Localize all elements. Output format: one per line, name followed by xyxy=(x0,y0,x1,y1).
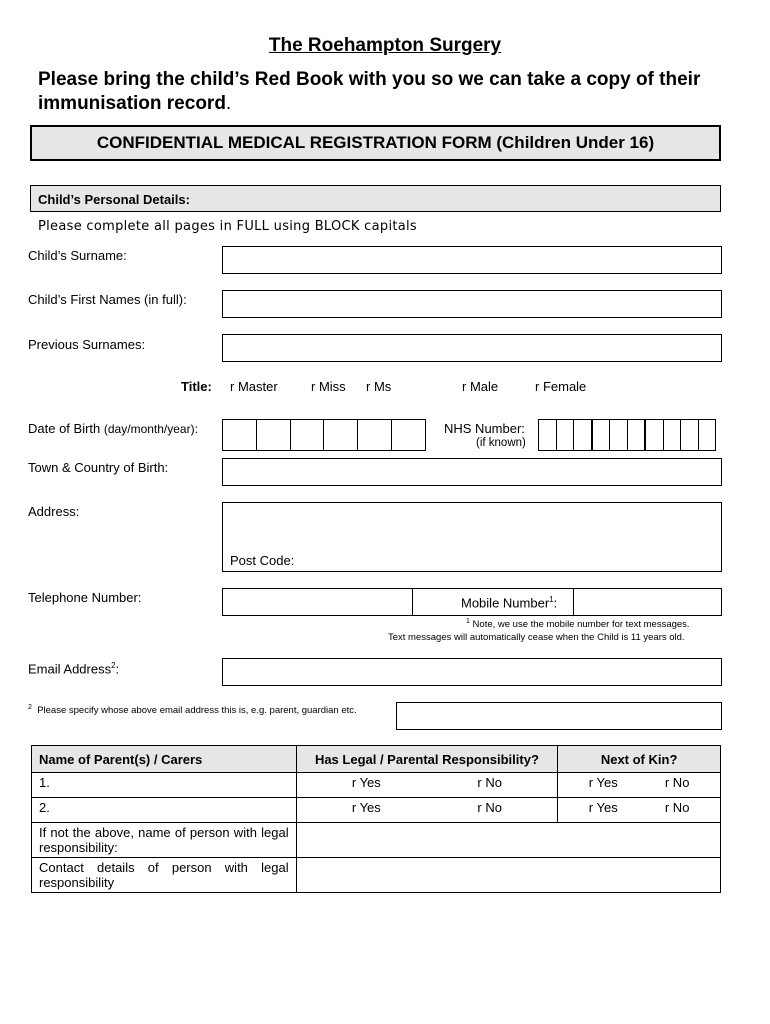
parent-1-kin-yes[interactable]: r Yes xyxy=(588,775,618,790)
mobile-label-colon: : xyxy=(553,595,558,611)
email-label xyxy=(28,661,119,676)
birth-place-label: Town & Country of Birth: xyxy=(28,460,169,475)
parent-1-label: 1. xyxy=(39,775,50,790)
nhs-label: NHS Number: xyxy=(444,421,525,436)
nhs-cell[interactable] xyxy=(646,420,664,450)
dob-label xyxy=(28,421,198,436)
notice-end: . xyxy=(225,93,232,114)
parent-1-kin-no[interactable]: r No xyxy=(664,775,690,790)
footnote-1-number: 1 xyxy=(466,618,470,625)
footnote-2-number: 2 xyxy=(28,704,32,711)
title-option-master[interactable]: r Master xyxy=(230,379,278,394)
parent-2-legal-no[interactable]: r No xyxy=(477,800,502,815)
dob-cell[interactable] xyxy=(392,420,425,450)
table-row xyxy=(32,858,721,893)
parent-2-kin-no[interactable]: r No xyxy=(664,800,690,815)
nhs-cell[interactable] xyxy=(681,420,699,450)
first-names-field[interactable] xyxy=(222,290,722,318)
dob-cell[interactable] xyxy=(223,420,257,450)
nhs-cell[interactable] xyxy=(610,420,628,450)
footnote-1 xyxy=(466,618,690,630)
other-person-field[interactable] xyxy=(296,823,720,858)
title-label: Title: xyxy=(181,379,212,394)
footnote-2-text: Please specify whose above email address this is, e.g. parent, guardian etc. xyxy=(37,705,357,717)
header-next-of-kin: Next of Kin? xyxy=(558,746,721,773)
dob-cell[interactable] xyxy=(324,420,358,450)
nhs-cell[interactable] xyxy=(574,420,593,450)
email-owner-field[interactable] xyxy=(396,702,722,730)
mobile-label-text: Mobile Number xyxy=(461,595,550,611)
surname-label: Child’s Surname: xyxy=(28,248,127,263)
parent-1-kin-cell xyxy=(558,773,721,798)
nhs-cell[interactable] xyxy=(628,420,647,450)
dob-label-text: Date of Birth xyxy=(28,421,101,436)
email-label-colon: : xyxy=(115,661,120,677)
table-row xyxy=(32,773,721,798)
dob-cells[interactable] xyxy=(222,419,426,451)
parent-2-name-cell[interactable] xyxy=(32,798,297,823)
email-label-text: Email Address xyxy=(28,661,112,677)
contact-details-label: Contact details of person with legal responsibility xyxy=(39,860,289,890)
mobile-footnote-ref: 1 xyxy=(549,595,554,604)
table-row xyxy=(32,823,721,858)
post-code-label: Post Code: xyxy=(230,553,295,568)
notice-text: Please bring the child’s Red Book with you so we can take a copy of their immunisation record xyxy=(38,69,701,114)
mobile-field[interactable] xyxy=(573,588,722,616)
email-field[interactable] xyxy=(222,658,722,686)
email-footnote-ref: 2 xyxy=(111,661,116,670)
instruction-text: Please complete all pages in FULL using BLOCK capitals xyxy=(38,219,417,234)
parent-2-kin-cell xyxy=(558,798,721,823)
surname-field[interactable] xyxy=(222,246,722,274)
parent-2-legal-yes[interactable]: r Yes xyxy=(351,800,381,815)
page-title: The Roehampton Surgery xyxy=(268,35,502,56)
title-option-miss[interactable]: r Miss xyxy=(311,379,346,394)
title-option-ms[interactable]: r Ms xyxy=(366,379,392,394)
form-title-banner: CONFIDENTIAL MEDICAL REGISTRATION FORM (Children Under 16) xyxy=(30,125,721,161)
telephone-label: Telephone Number: xyxy=(28,590,142,605)
parent-2-legal-cell xyxy=(296,798,558,823)
address-label: Address: xyxy=(28,504,80,519)
sex-option-male[interactable]: r Male xyxy=(462,379,499,394)
birth-place-field[interactable] xyxy=(222,458,722,486)
nhs-hint: (if known) xyxy=(476,437,526,449)
nhs-cell[interactable] xyxy=(699,420,716,450)
dob-format-hint: (day/month/year): xyxy=(103,422,198,436)
table-header-row xyxy=(32,746,721,773)
parent-2-kin-yes[interactable]: r Yes xyxy=(588,800,618,815)
dob-cell[interactable] xyxy=(257,420,291,450)
nhs-cell[interactable] xyxy=(664,420,682,450)
dob-cell[interactable] xyxy=(358,420,392,450)
mobile-label xyxy=(461,595,557,610)
dob-cell[interactable] xyxy=(291,420,325,450)
table-row xyxy=(32,798,721,823)
address-field[interactable] xyxy=(222,502,722,572)
parents-table xyxy=(31,745,721,893)
nhs-cell[interactable] xyxy=(593,420,611,450)
section-heading-personal-details: Child’s Personal Details: xyxy=(30,185,721,212)
header-parent-names: Name of Parent(s) / Carers xyxy=(32,746,297,773)
header-legal-responsibility: Has Legal / Parental Responsibility? xyxy=(296,746,558,773)
nhs-cell[interactable] xyxy=(539,420,557,450)
red-book-notice xyxy=(38,68,738,116)
telephone-field[interactable] xyxy=(222,588,414,616)
parent-1-legal-no[interactable]: r No xyxy=(477,775,502,790)
parent-1-name-cell[interactable] xyxy=(32,773,297,798)
nhs-number-cells[interactable] xyxy=(538,419,716,451)
parent-1-legal-cell xyxy=(296,773,558,798)
footnote-1-line-1: Note, we use the mobile number for text messages. xyxy=(472,619,690,631)
other-person-label: If not the above, name of person with legal responsibility: xyxy=(39,825,289,855)
footnote-2 xyxy=(28,704,357,716)
parent-1-legal-yes[interactable]: r Yes xyxy=(351,775,381,790)
previous-surnames-field[interactable] xyxy=(222,334,722,362)
previous-surnames-label: Previous Surnames: xyxy=(28,337,146,352)
footnote-1-line-2: Text messages will automatically cease when the Child is 11 years old. xyxy=(388,632,685,643)
sex-option-female[interactable]: r Female xyxy=(535,379,587,394)
first-names-label: Child’s First Names (in full): xyxy=(28,292,187,307)
nhs-cell[interactable] xyxy=(557,420,575,450)
contact-details-field[interactable] xyxy=(296,858,720,893)
parent-2-label: 2. xyxy=(39,800,50,815)
